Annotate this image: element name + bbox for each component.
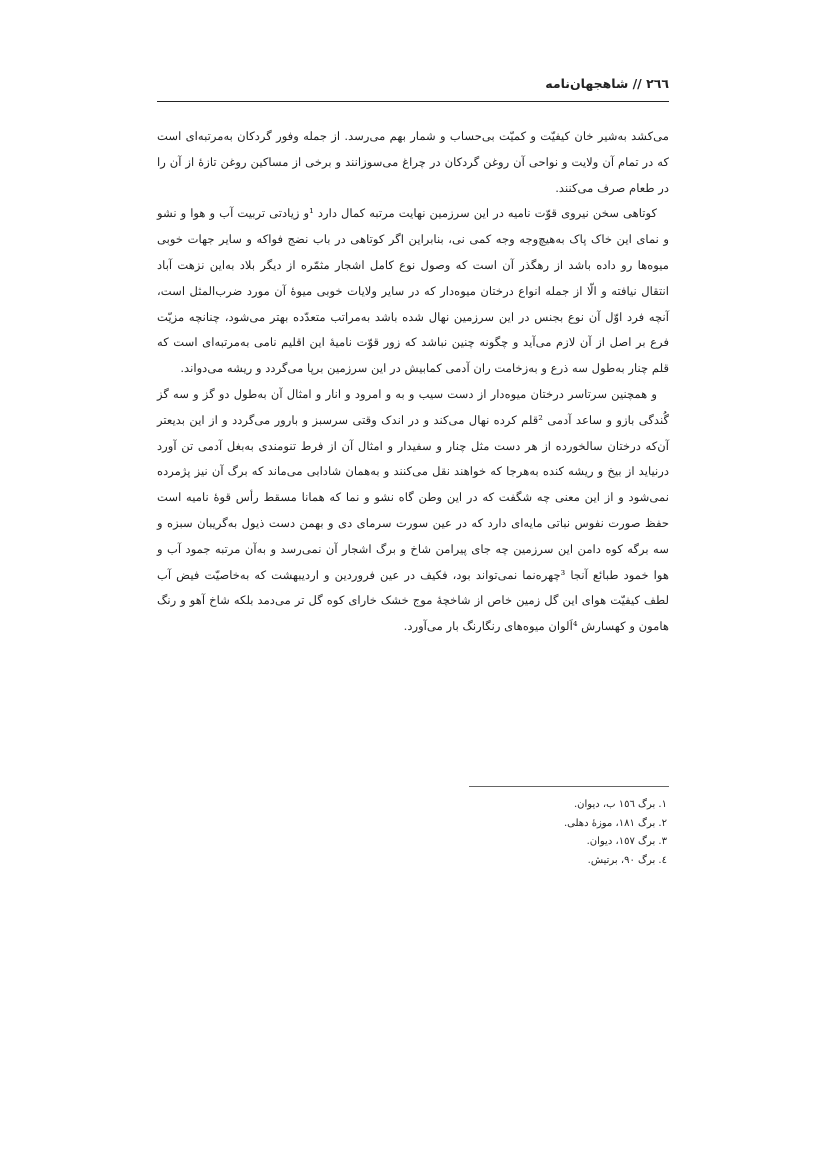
- paragraph-1: می‌کشد به‌شیر خان کیفیّت و کمیّت بی‌حساب و شمار بهم می‌رسد. از جمله وفور گردکان به‌مرتبه‌ای است که در تمام آن ولایت و نواحی آن روغن گردکان در چراغ می‌سوزانند و برخی از مساکین روغن تازهٔ از آن را در طعام صرف می‌کنند.: [157, 129, 669, 195]
- paragraph-2: کوتاهی سخن نیروی قوّت نامیه در این سرزمین نهایت مرتبه کمال دارد ¹و زیادتی تربیت آب و هوا و نشو و نمای این خاک پاک به‌هیچ‌وجه وجه کمی نی، بنابراین اگر کوتاهی در باب نضج فواکه و سایر جهات خوبی میوه‌ها رو داده باشد از رهگذر آن است که وصول نوع کامل اشجار مثمّره از دیگر بلاد به‌این نزهت آباد انتقال نیافته و الّا از جمله انواع درختان میوه‌دار که در سایر ولایات خوبی میوهٔ آن مورد ضرب‌المثل است، آنچه فرد اوّل آن نوع بجنس در این سرزمین نهال شده باشد به‌مراتب متعدّده بهتر می‌شود، چنانچه مزیّت فرع بر اصل از آن لازم می‌آید و چگونه چنین نباشد که زور قوّت نامیهٔ این اقلیم نامی به‌مرتبه‌ای است که قلم چنار به‌طول سه ذرع و به‌زخامت ران آدمی کمابیش در این سرزمین برپا می‌گردد و ریشه می‌دواند.: [157, 206, 669, 376]
- footnote-2: ٢. برگ ١٨١، موزهٔ دهلی.: [563, 817, 667, 829]
- header-rule: [157, 101, 669, 102]
- main-text: [157, 124, 669, 640]
- header-separator: //: [632, 76, 642, 91]
- footnote-rule: [469, 786, 669, 787]
- book-title: شاهجهان‌نامه: [545, 76, 629, 91]
- footnote-3: ٣. برگ ١٥٧، دیوان.: [586, 836, 667, 847]
- footnote-1: ١. برگ ١٥٦ ب، دیوان.: [574, 799, 667, 810]
- running-header: [157, 76, 669, 100]
- footnotes: [420, 796, 669, 870]
- paragraph-3: و همچنین سرتاسر درختان میوه‌دار از دست سیب و به و امرود و انار و امثال آن به‌طول دو گز و سه گز گُندگی بازو و ساعد آدمی ²قلم کرده نهال می‌کند و در اندک وقتی سرسبز و بارور می‌گردد و از این بدیعتر آن‌که درختان سالخورده از هر دست مثل چنار و سفیدار و امثال آن از فرط تنومندی به‌بغل آدمی تن آورد درنیاید از بیخ و ریشه کنده به‌هرجا که خواهند نقل می‌کنند و به‌همان شادابی می‌ماند که برگ آن نیز پژمرده نمی‌شود و از این معنی چه شگفت که در این وطن گاه نشو و نما که همانا مسقط رأس قوهٔ نامیه است حفظ صورت نفوس نباتی مایه‌ای دارد که در عین سورت سرمای دی و بهمن دست ذیول به‌گریبان سبزه و سه برگه کوه دامن این سرزمین چه جای پیرامن شاخ و برگ اشجار آن نمی‌رسد و به‌آن مرتبه جمود آب و هوا خمود طبائع آنجا ³چهره‌نما نمی‌تواند بود، فکیف در عین فروردین و اردیبهشت که به‌خاصیّت فیض آب لطف کیفیّت هوای این گل زمین خاص از شاخچهٔ موج خشک خارای کوه گل تر می‌دمد بلکه شاخ آهو و رنگ هامون و کهسارش ⁴اَلوان میوه‌های رنگارنگ بار می‌آورد.: [157, 386, 669, 634]
- page-number: ٢٦٦: [646, 76, 669, 91]
- footnote-4: ٤. برگ ٩٠، برتیش.: [587, 854, 667, 866]
